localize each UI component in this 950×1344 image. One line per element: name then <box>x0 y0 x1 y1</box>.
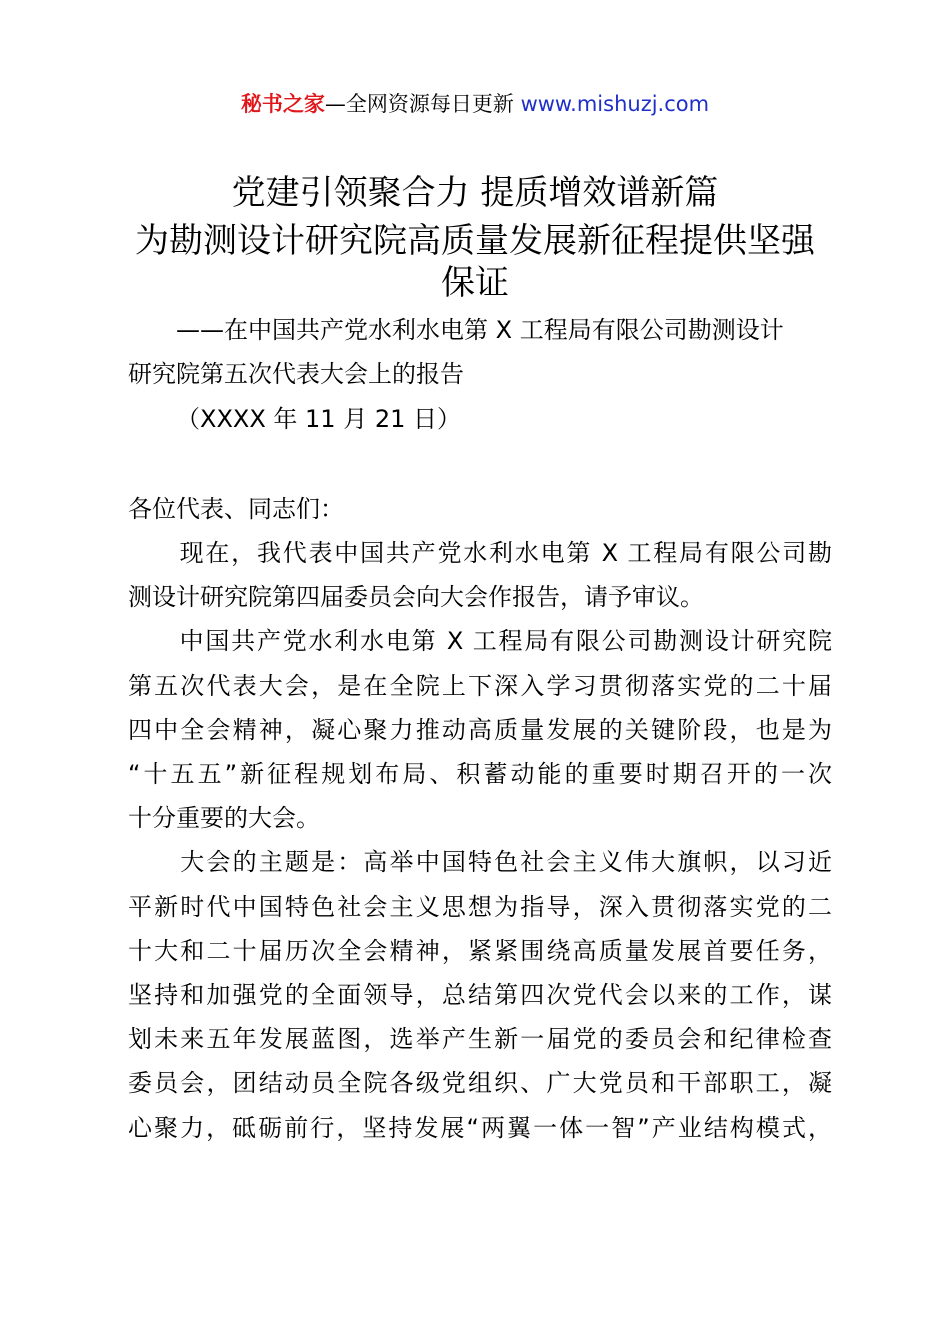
report-date: （XXXX 年 11 月 21 日） <box>176 405 461 433</box>
header-tagline: 全网资源每日更新 <box>345 92 514 116</box>
paragraph-3-line-4: 坚持和加强党的全面领导，总结第四次党代会以来的工作，谋 <box>128 981 832 1009</box>
paragraph-3-line-6: 委员会，团结动员全院各级党组织、广大党员和干部职工，凝 <box>128 1069 832 1097</box>
salutation: 各位代表、同志们： <box>128 495 344 523</box>
paragraph-3-line-1: 大会的主题是：高举中国特色社会主义伟大旗帜，以习近 <box>128 848 832 876</box>
paragraph-3-line-5: 划未来五年发展蓝图，选举产生新一届党的委员会和纪律检查 <box>128 1025 832 1053</box>
header-separator: — <box>324 92 346 116</box>
paragraph-2-line-2: 第五次代表大会，是在全院上下深入学习贯彻落实党的二十届 <box>128 672 832 700</box>
site-brand: 秘书之家 <box>240 92 325 116</box>
paragraph-2-line-3: 四中全会精神，凝心聚力推动高质量发展的关键阶段，也是为 <box>128 716 832 744</box>
paragraph-3-line-7: 心聚力，砥砺前行，坚持发展“两翼一体一智”产业结构模式， <box>128 1114 832 1142</box>
paragraph-1-line-1: 现在，我代表中国共产党水利水电第 X 工程局有限公司勘 <box>128 539 832 567</box>
paragraph-2-line-5: 十分重要的大会。 <box>128 804 320 832</box>
paragraph-2-line-1: 中国共产党水利水电第 X 工程局有限公司勘测设计研究院 <box>128 627 832 655</box>
paragraph-3-line-2: 平新时代中国特色社会主义思想为指导，深入贯彻落实党的二 <box>128 893 832 921</box>
paragraph-2-line-4: “十五五”新征程规划布局、积蓄动能的重要时期召开的一次 <box>128 760 832 788</box>
paragraph-1-line-2: 测设计研究院第四届委员会向大会作报告，请予审议。 <box>128 583 704 611</box>
subtitle-line-2: 研究院第五次代表大会上的报告 <box>128 360 464 388</box>
document-title-line-2: 为勘测设计研究院高质量发展新征程提供坚强 <box>135 221 815 261</box>
paragraph-3-line-3: 十大和二十届历次全会精神，紧紧围绕高质量发展首要任务， <box>128 937 832 965</box>
document-title-line-1: 党建引领聚合力 提质增效谱新篇 <box>231 173 719 213</box>
site-header <box>0 86 950 122</box>
site-url-link[interactable]: www.mishuzj.com <box>520 92 710 116</box>
subtitle-line-1: ——在中国共产党水利水电第 X 工程局有限公司勘测设计 <box>176 316 784 344</box>
document-title-line-3: 保证 <box>441 263 509 303</box>
